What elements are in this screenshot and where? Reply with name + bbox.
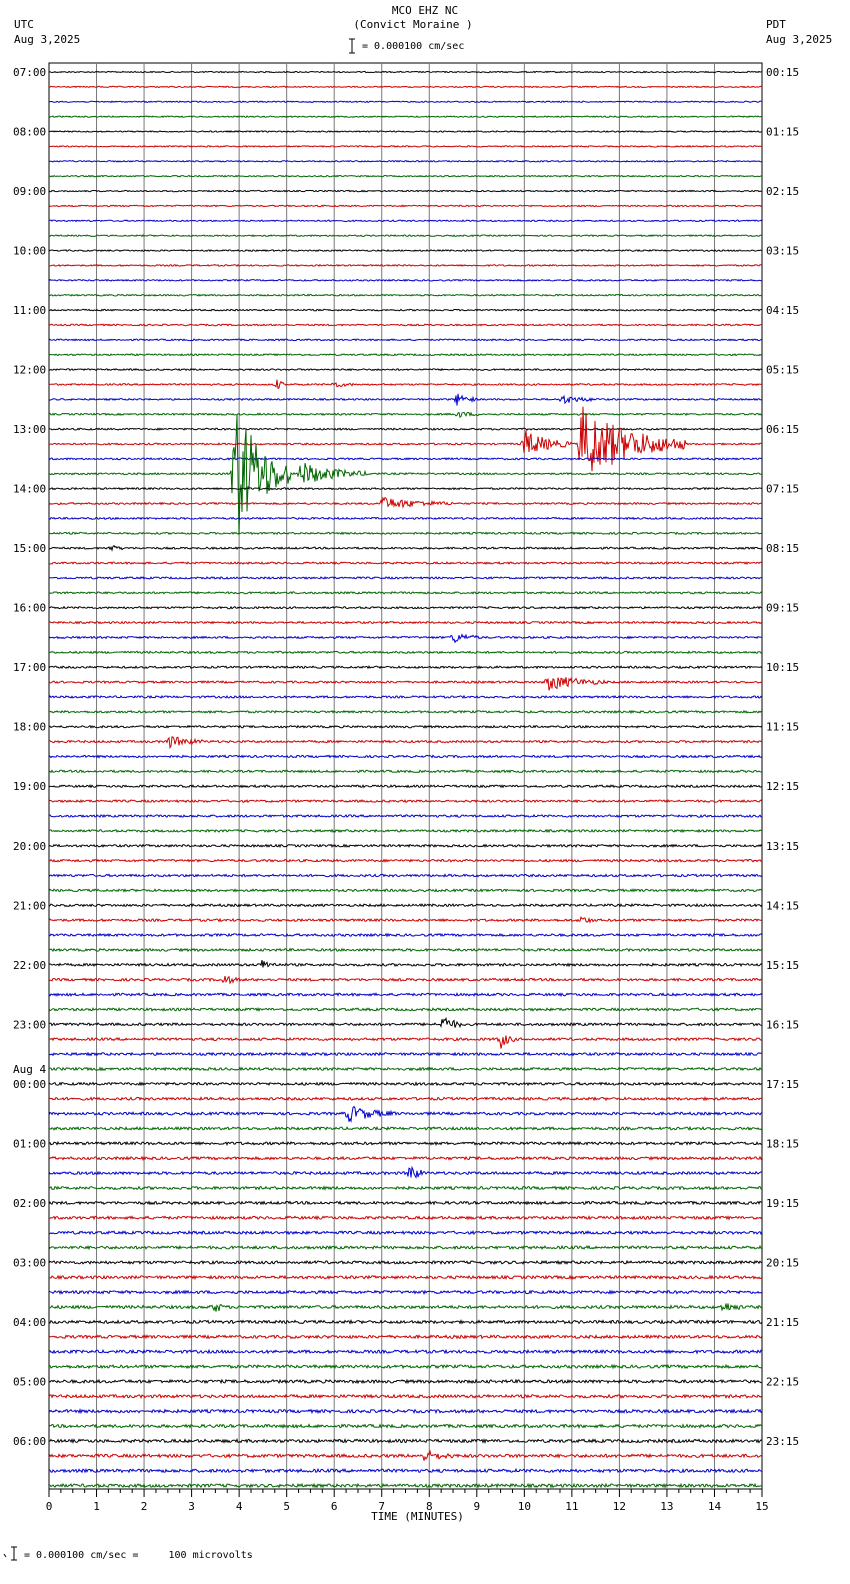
left-hour-label: 16:00 [13, 601, 47, 615]
right-hour-label: 00:15 [766, 66, 800, 79]
seismic-trace [49, 1083, 762, 1086]
seismic-trace [49, 711, 762, 713]
seismic-trace [49, 415, 762, 535]
seismic-trace [49, 889, 762, 891]
right-hour-label: 12:15 [766, 780, 800, 794]
left-timezone: UTC [14, 18, 34, 31]
seismic-trace [49, 1365, 762, 1368]
seismic-trace [49, 755, 762, 757]
seismic-trace [49, 976, 762, 983]
right-hour-label: 05:15 [766, 363, 800, 377]
right-hour-label: 16:15 [766, 1018, 800, 1032]
left-hour-label: 00:00 [13, 1077, 47, 1091]
seismic-trace [49, 1187, 762, 1190]
seismic-trace [49, 860, 762, 862]
left-hour-label: 03:00 [13, 1256, 47, 1270]
seismic-trace [49, 1380, 762, 1383]
left-hour-label: 22:00 [13, 958, 47, 972]
right-hour-label: 03:15 [766, 244, 800, 258]
x-tick-label: 14 [707, 1500, 722, 1513]
right-hour-label: 20:15 [766, 1256, 800, 1270]
x-tick-label: 0 [45, 1500, 53, 1513]
seismic-trace [49, 339, 762, 341]
seismic-trace [49, 845, 762, 847]
x-tick-label: 12 [612, 1500, 627, 1513]
right-hour-label: 18:15 [766, 1137, 800, 1151]
scale-bar-icon [349, 39, 355, 53]
seismic-trace [49, 1142, 762, 1145]
footer-scale-note: = 0.000100 cm/sec = 100 microvolts [24, 1550, 253, 1561]
seismic-trace [49, 1335, 762, 1338]
seismic-trace [49, 1246, 762, 1249]
seismic-trace [49, 488, 762, 490]
seismic-trace [49, 1291, 762, 1294]
seismic-trace [49, 1320, 762, 1323]
right-hour-label: 19:15 [766, 1196, 800, 1210]
plot-frame [49, 63, 762, 1489]
seismic-trace [49, 949, 762, 951]
seismic-trace [49, 1484, 762, 1487]
seismic-trace [49, 412, 762, 417]
seismic-trace [49, 737, 762, 748]
right-hour-label: 01:15 [766, 125, 800, 139]
left-hour-label: 13:00 [13, 423, 47, 437]
seismic-trace [49, 607, 762, 609]
seismic-trace [49, 71, 762, 72]
seismic-trace [49, 726, 762, 728]
seismic-trace [49, 532, 762, 534]
seismic-trace [49, 562, 762, 564]
x-tick-label: 7 [378, 1500, 386, 1513]
x-tick-label: 6 [330, 1500, 338, 1513]
seismic-trace [49, 960, 762, 967]
seismic-trace [49, 1068, 762, 1071]
footer-scale-bar-icon [4, 1547, 17, 1560]
seismic-trace [49, 220, 762, 221]
seismic-trace [49, 696, 762, 698]
seismic-trace [49, 917, 762, 922]
seismic-trace [49, 1261, 762, 1264]
seismic-trace [49, 815, 762, 817]
seismic-trace [49, 369, 762, 371]
minute-gridlines [49, 63, 762, 1489]
seismic-trace [49, 205, 762, 206]
scale-label: = 0.000100 cm/sec [362, 41, 465, 52]
seismic-trace [49, 86, 762, 87]
right-hour-label: 06:15 [766, 423, 800, 437]
seismic-trace [49, 1303, 762, 1311]
seismic-trace [49, 622, 762, 624]
left-hour-label: 20:00 [13, 839, 47, 853]
right-hour-label: 09:15 [766, 601, 800, 615]
seismic-trace [49, 101, 762, 102]
seismic-trace [49, 235, 762, 236]
seismic-trace [49, 294, 762, 296]
seismic-trace [49, 592, 762, 594]
right-timezone: PDT [766, 18, 786, 31]
seismic-trace [49, 265, 762, 267]
x-tick-label: 13 [660, 1500, 674, 1513]
seismic-trace [49, 993, 762, 996]
seismic-trace [49, 800, 762, 802]
right-hour-label: 07:15 [766, 482, 800, 496]
x-tick-label: 4 [235, 1500, 243, 1513]
x-tick-label: 8 [425, 1500, 433, 1513]
left-hour-label: 10:00 [13, 244, 47, 258]
left-hour-label: 23:00 [13, 1018, 47, 1032]
seismic-trace [49, 1008, 762, 1011]
left-hour-label: 02:00 [13, 1196, 47, 1210]
seismic-trace [49, 324, 762, 326]
right-hour-label: 15:15 [766, 958, 800, 972]
seismic-trace [49, 1410, 762, 1413]
left-hour-label: 01:00 [13, 1137, 47, 1151]
seismic-trace [49, 1216, 762, 1219]
seismic-trace [49, 1018, 762, 1027]
time-axis [46, 1489, 769, 1523]
seismic-trace [49, 677, 762, 690]
seismic-trace [49, 934, 762, 936]
right-date: Aug 3,2025 [766, 33, 833, 46]
seismic-trace [49, 1097, 762, 1100]
left-hour-label: 07:00 [13, 66, 47, 79]
x-tick-label: 1 [93, 1500, 100, 1513]
left-hour-label: 11:00 [13, 304, 47, 318]
left-hour-label: 12:00 [13, 363, 47, 377]
seismic-trace [49, 394, 762, 406]
x-tick-label: 15 [755, 1500, 769, 1513]
left-hour-label: 19:00 [13, 780, 47, 794]
seismic-trace [49, 1053, 762, 1056]
seismic-trace [49, 1157, 762, 1160]
left-date: Aug 3,2025 [14, 33, 81, 46]
right-hour-label: 23:15 [766, 1434, 800, 1448]
left-hour-label: 15:00 [13, 542, 47, 556]
left-hour-label: 17:00 [13, 661, 47, 675]
right-hour-label: 08:15 [766, 542, 800, 556]
x-tick-label: 2 [140, 1500, 148, 1513]
seismic-trace [49, 176, 762, 177]
seismic-trace [49, 770, 762, 772]
seismic-trace [49, 1127, 762, 1130]
x-axis-label: TIME (MINUTES) [371, 1510, 464, 1523]
seismic-trace [49, 1439, 762, 1442]
seismic-trace [49, 577, 762, 579]
left-hour-label: 05:00 [13, 1375, 47, 1389]
seismic-trace [49, 666, 762, 668]
seismic-trace [49, 1276, 762, 1279]
seismic-trace [49, 190, 762, 191]
seismic-trace [49, 131, 762, 132]
seismic-trace [49, 546, 762, 551]
day-change-label: Aug 4 [13, 1062, 47, 1076]
right-hour-label: 17:15 [766, 1077, 800, 1091]
left-hour-label: 21:00 [13, 899, 47, 913]
seismic-trace [49, 161, 762, 162]
seismic-trace [49, 380, 762, 389]
right-hour-label: 04:15 [766, 304, 800, 318]
left-hour-label: 08:00 [13, 125, 47, 139]
x-tick-label: 11 [565, 1500, 579, 1513]
seismic-trace [49, 458, 762, 460]
seismic-trace [49, 1395, 762, 1398]
seismic-traces [49, 71, 762, 1487]
right-hour-label: 10:15 [766, 661, 800, 675]
right-hour-label: 21:15 [766, 1315, 800, 1329]
seismic-trace [49, 407, 762, 472]
right-hour-label: 22:15 [766, 1375, 800, 1389]
seismic-trace [49, 1168, 762, 1178]
seismic-trace [49, 1231, 762, 1234]
seismic-trace [49, 354, 762, 356]
seismic-trace [49, 1451, 762, 1460]
right-hour-label: 13:15 [766, 839, 800, 853]
seismic-trace [49, 309, 762, 311]
seismic-trace [49, 635, 762, 643]
seismic-trace [49, 1425, 762, 1428]
x-tick-label: 3 [188, 1500, 195, 1513]
seismic-trace [49, 651, 762, 653]
left-hour-label: 14:00 [13, 482, 47, 496]
seismic-trace [49, 785, 762, 787]
seismic-trace [49, 250, 762, 252]
right-hour-label: 11:15 [766, 720, 800, 734]
seismic-trace [49, 874, 762, 876]
left-hour-label: 06:00 [13, 1434, 47, 1448]
left-hour-label: 18:00 [13, 720, 47, 734]
x-tick-label: 10 [517, 1500, 531, 1513]
seismic-trace [49, 1036, 762, 1049]
x-tick-label: 9 [473, 1500, 481, 1513]
seismic-trace [49, 146, 762, 147]
seismic-trace [49, 518, 762, 520]
seismic-trace [49, 280, 762, 282]
seismic-trace [49, 830, 762, 832]
left-hour-label: 09:00 [13, 185, 47, 199]
seismic-trace [49, 1202, 762, 1205]
seismic-trace [49, 1469, 762, 1472]
station-title: MCO EHZ NC [391, 4, 459, 17]
seismic-trace [49, 904, 762, 906]
x-tick-label: 5 [283, 1500, 290, 1513]
left-hour-label: 04:00 [13, 1315, 47, 1329]
seismic-trace [49, 116, 762, 117]
right-hour-label: 14:15 [766, 899, 800, 913]
station-location: (Convict Moraine ) [353, 18, 473, 31]
seismic-trace [49, 1350, 762, 1353]
seismic-trace [49, 498, 762, 507]
seismic-trace [49, 1107, 762, 1122]
right-hour-label: 02:15 [766, 185, 800, 199]
seismic-trace [49, 428, 762, 430]
